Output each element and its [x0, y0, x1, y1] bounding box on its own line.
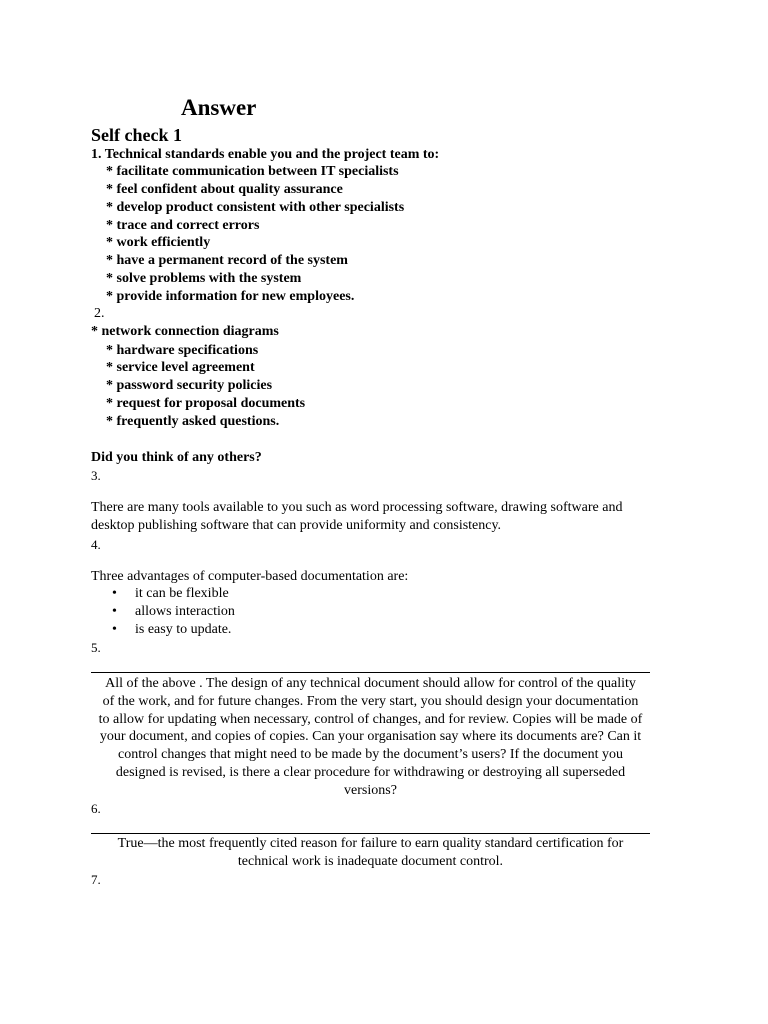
q2-item: * service level agreement	[106, 360, 255, 375]
q3-line: There are many tools available to you such as word processing software, drawing software and	[91, 500, 623, 515]
q2-item: * hardware specifications	[106, 343, 259, 358]
q3-line: desktop publishing software that can provide uniformity and consistency.	[91, 518, 502, 533]
q2-item: * frequently asked questions.	[106, 414, 280, 429]
q4-intro: Three advantages of computer-based documentation are:	[91, 569, 409, 584]
q5-line: control changes that might need to be made by the document’s users? If the document you	[117, 747, 624, 763]
q5-line: your document, and copies of copies. Can your organisation say where its documents are? Can it	[99, 729, 642, 745]
q2-item: * password security policies	[106, 378, 273, 393]
q6-answer-block	[91, 835, 650, 871]
q5-answer-block	[91, 675, 650, 800]
bullet-icon: •	[112, 586, 117, 601]
q4-item: allows interaction	[135, 604, 235, 619]
answer-divider	[91, 833, 650, 834]
q1-heading: 1. Technical standards enable you and the project team to:	[91, 147, 440, 162]
q5-line: to allow for updating when necessary, control of changes, and for review. Copies will be made of	[98, 711, 643, 727]
q1-item: * work efficiently	[106, 235, 211, 250]
q2-first-item: * network connection diagrams	[91, 324, 279, 339]
bullet-icon: •	[112, 622, 117, 637]
q1-item: * develop product consistent with other specialists	[106, 200, 405, 215]
q2-item: * request for proposal documents	[106, 396, 306, 411]
q6-line: technical work is inadequate document control.	[237, 853, 504, 869]
answer-divider	[91, 672, 650, 673]
q1-item: * facilitate communication between IT specialists	[106, 164, 399, 179]
q4-item: it can be flexible	[135, 586, 229, 601]
bullet-icon: •	[112, 604, 117, 619]
section-heading: Self check 1	[91, 125, 182, 145]
q1-item: * provide information for new employees.	[106, 289, 355, 304]
q1-item: * solve problems with the system	[106, 271, 302, 286]
q2-number: 2.	[94, 306, 105, 321]
q2-followup: Did you think of any others?	[91, 450, 262, 465]
q4-number: 4.	[91, 537, 101, 552]
q1-item: * feel confident about quality assurance	[106, 182, 343, 197]
q5-line: designed is revised, is there a clear procedure for withdrawing or destroying all superseded	[115, 764, 626, 780]
q5-line: All of the above . The design of any technical document should allow for control of the quality	[105, 676, 636, 691]
q7-number: 7.	[91, 872, 101, 887]
page-title: Answer	[181, 95, 257, 120]
q5-number: 5.	[91, 640, 101, 655]
q6-line: True—the most frequently cited reason for failure to earn quality standard certification for	[117, 836, 624, 851]
q1-item: * trace and correct errors	[106, 218, 260, 233]
q6-number: 6.	[91, 801, 101, 816]
q1-item: * have a permanent record of the system	[106, 253, 348, 268]
q3-number: 3.	[91, 468, 101, 483]
q4-item: is easy to update.	[135, 622, 232, 637]
q5-line: versions?	[344, 782, 397, 798]
q5-line: of the work, and for future changes. From the very start, you should design your documentation	[102, 693, 639, 709]
